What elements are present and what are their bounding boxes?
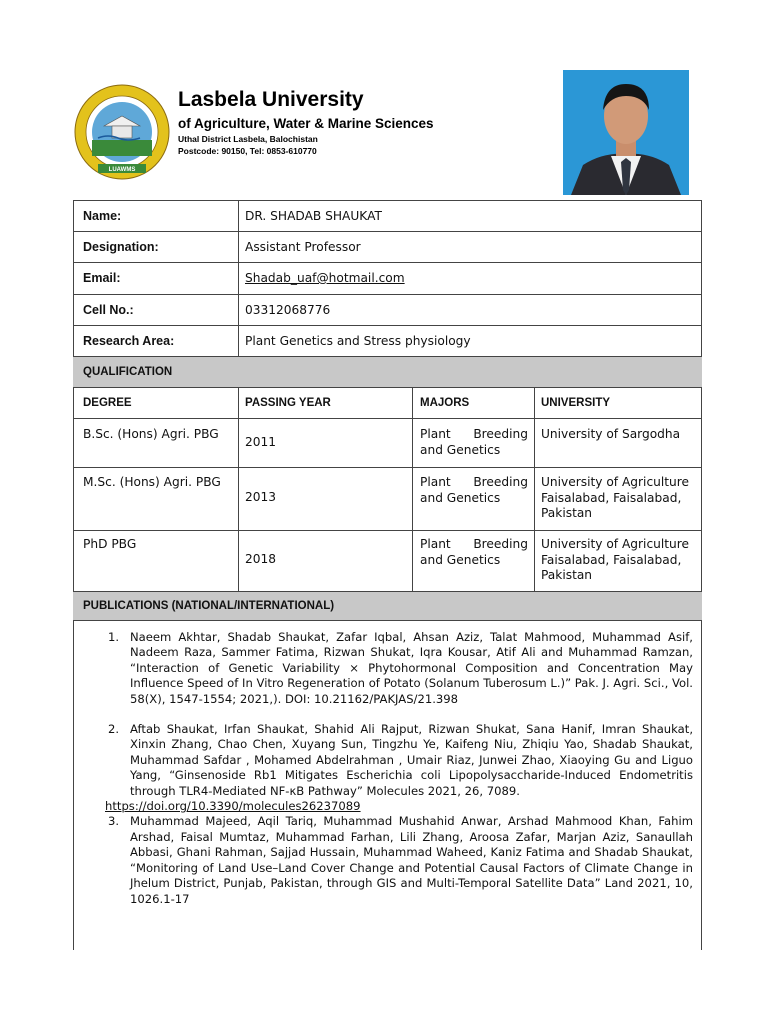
publication-number: 1. xyxy=(108,630,120,644)
table-row-1-university: University of Sargodha xyxy=(541,427,681,441)
designation-label: Designation: xyxy=(83,240,159,254)
logo-text: LUAWMS xyxy=(108,167,136,173)
publication-number: 3. xyxy=(108,814,120,829)
table-row-1-year: 2011 xyxy=(245,435,277,449)
list-item xyxy=(81,814,693,906)
table-row-1-degree: B.Sc. (Hons) Agri. PBG xyxy=(83,427,219,441)
cell-value: 03312068776 xyxy=(245,303,331,317)
table-row-2-degree: M.Sc. (Hons) Agri. PBG xyxy=(83,475,221,489)
table-row-1-majors: Plant Breeding and Genetics xyxy=(420,427,528,457)
table-row-3-degree: PhD PBG xyxy=(83,537,137,551)
university-address: Uthal District Lasbela, Balochistan xyxy=(178,134,318,144)
university-subtitle: of Agriculture, Water & Marine Sciences xyxy=(178,116,434,131)
publication-text: Muhammad Majeed, Aqil Tariq, Muhammad Mushahid Anwar, Arshad Mahmood Khan, Fahim Arshad, Faisal Mumtaz, Muhammad Farhan, Lili Zhang, Aroosa Zafar, Marjan Aziz, Sanaullah Abbasi, Ghani Rahman, Sajjad Hussain, Muhammad Waheed, Kaniz Fatima and Shadab Shaukat, “Monitoring of Land Use–Land Cover Change and Potential Causal Factors of Climate Change in Jhelum District, Punjab, Pakistan, through GIS and Multi-Temporal Satellite Data” Land 2021, 10, 1026.1-17 xyxy=(130,814,693,906)
university-name: Lasbela University xyxy=(178,88,364,111)
table-row-2-majors: Plant Breeding and Genetics xyxy=(420,475,528,505)
cv-table xyxy=(73,200,702,950)
research-area-label: Research Area: xyxy=(83,334,175,348)
table-row-3-majors: Plant Breeding and Genetics xyxy=(420,537,528,567)
profile-photo xyxy=(563,70,689,195)
column-header-degree: DEGREE xyxy=(83,397,132,409)
publication-number: 2. xyxy=(108,722,120,737)
university-postcode: Postcode: 90150, Tel: 0853-610770 xyxy=(178,146,317,156)
university-logo xyxy=(74,84,170,180)
column-header-university: UNIVERSITY xyxy=(541,397,611,409)
email-link[interactable]: Shadab_uaf@hotmail.com xyxy=(245,271,405,285)
publication-text: Naeem Akhtar, Shadab Shaukat, Zafar Iqbal, Ahsan Aziz, Talat Mahmood, Muhammad Asif, Nadeem Raza, Sammer Fatima, Rizwan Shukat, Iqra Kousar, Atif Ali and Muhammad Ramzan, “Interaction of Genetic Variability × Phytohormonal Composition and Concentration May Influence Speed of In Vitro Regeneration of Potato (Solanum Tuberosum L.)” Pak. J. Agri. Sci., Vol. 58(X), 1547-1554; 2021,). DOI: 10.21162/PAKJAS/21.398 xyxy=(130,630,693,706)
qualification-title: QUALIFICATION xyxy=(83,366,173,378)
name-value: DR. SHADAB SHAUKAT xyxy=(245,209,382,223)
doi-link[interactable]: https://doi.org/10.3390/molecules26237089 xyxy=(105,799,361,814)
table-row-3-year: 2018 xyxy=(245,552,277,566)
table-row-2-university: University of Agriculture Faisalabad, Faisalabad, Pakistan xyxy=(541,475,689,520)
table-row-3-university: University of Agriculture Faisalabad, Faisalabad, Pakistan xyxy=(541,537,689,582)
publications-title: PUBLICATIONS (NATIONAL/INTERNATIONAL) xyxy=(83,600,335,612)
cell-label: Cell No.: xyxy=(83,303,134,317)
name-label: Name: xyxy=(83,209,122,223)
column-header-passing-year: PASSING YEAR xyxy=(245,397,331,409)
column-header-majors: MAJORS xyxy=(420,397,470,409)
email-label: Email: xyxy=(83,271,121,285)
publications-list xyxy=(81,630,693,907)
research-area-value: Plant Genetics and Stress physiology xyxy=(245,334,471,348)
person-portrait-icon xyxy=(563,70,689,195)
list-item xyxy=(81,630,693,707)
list-item xyxy=(81,722,693,799)
designation-value: Assistant Professor xyxy=(245,240,361,254)
publication-text: Aftab Shaukat, Irfan Shaukat, Shahid Ali Rajput, Rizwan Shukat, Sana Hanif, Imran Shaukat, Xinxin Zhang, Chao Chen, Xuyang Sun, Tingzhu Ye, Kaifeng Niu, Zhiqiu Yao, Shadab Shaukat, Muhammad Safdar , Mohamed Abdelrahman , Umair Riaz, Junwei Zhao, Xiaoying Gu and Liguo Yang, “Ginsenoside Rb1 Mitigates Escherichia coli Lipopolysaccharide-Induced Endometritis through TLR4-Mediated NF-κB Pathway” Molecules 2021, 26, 7089. xyxy=(130,722,693,798)
table-row-2-year: 2013 xyxy=(245,490,277,504)
